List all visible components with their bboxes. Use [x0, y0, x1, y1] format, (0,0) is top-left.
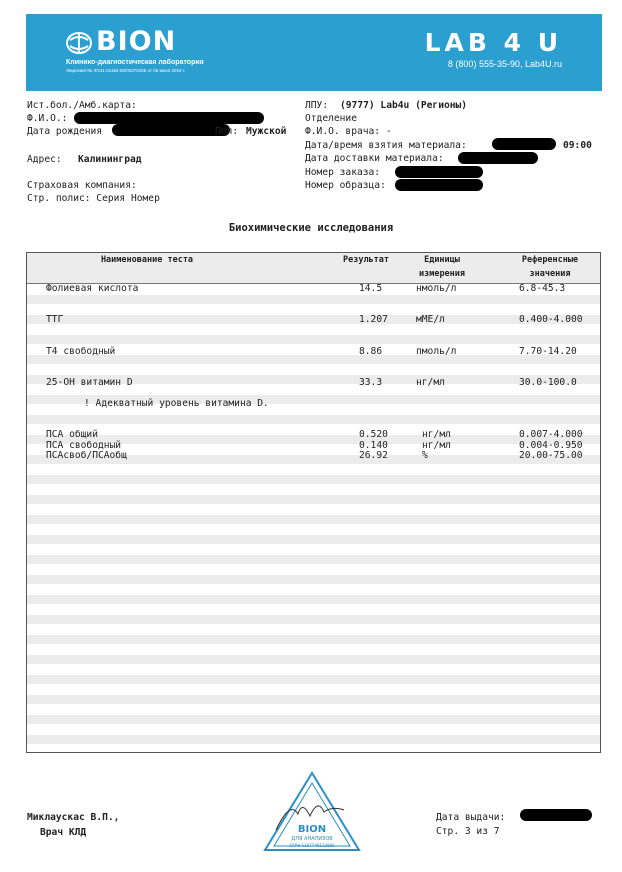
sex-label: Пол: — [215, 126, 239, 137]
license-text: Лицензия № ЛО41-01162-50/00370168 от 06 июня 2019 г. — [66, 68, 186, 73]
test-name: ПСАсвоб/ПСАобщ — [46, 450, 127, 461]
test-ref: 30.0-100.0 — [519, 377, 577, 388]
card-label: Ист.бол./Амб.карта: — [27, 100, 137, 111]
brand-name: BION — [96, 26, 177, 57]
sample-number-label: Номер образца: — [305, 180, 386, 191]
address-value: Калининград — [78, 154, 142, 165]
test-unit: нмоль/л — [416, 283, 457, 294]
test-name: 25-OH витамин D — [46, 377, 133, 388]
insurance-label: Страховая компания: — [27, 180, 137, 191]
redacted-issue-date — [520, 809, 592, 821]
lab-contact: 8 (800) 555-35-90, Lab4U.ru — [447, 59, 562, 69]
redacted-sample-number — [395, 179, 483, 191]
issue-date-label: Дата выдачи: — [436, 812, 506, 823]
test-name: Т4 свободный — [46, 346, 116, 357]
table-row — [27, 450, 600, 461]
lab-stamp — [262, 770, 362, 854]
stamp-ogrn: ОГРН 1107746112880 — [289, 843, 335, 848]
delivery-label: Дата доставки материала: — [305, 153, 444, 164]
redacted-order-number — [395, 166, 483, 178]
test-result: 1.207 — [359, 314, 388, 325]
test-ref: 20.00-75.00 — [519, 450, 583, 461]
doctor-label: Ф.И.О. врача: - — [305, 126, 392, 137]
doctor-name: Миклаускас В.П., — [27, 812, 120, 823]
test-result: 0.520 — [359, 429, 388, 440]
test-unit: нг/мл — [416, 377, 445, 388]
col-header-units-1: Единицы — [424, 255, 460, 265]
test-unit: мМЕ/л — [416, 314, 445, 325]
test-result: 33.3 — [359, 377, 383, 388]
test-unit: пмоль/л — [416, 346, 457, 357]
stamp-brand: BION — [297, 824, 327, 835]
table-row — [27, 283, 600, 294]
vitamin-d-note: ! Адекватный уровень витамина D. — [84, 398, 269, 409]
bion-logo-icon — [66, 32, 92, 54]
col-header-ref-2: значения — [529, 269, 571, 279]
test-name: Фолиевая кислота — [46, 283, 139, 294]
test-name: ТТГ — [46, 314, 64, 325]
brand-subtitle: Клинико-диагностическая лаборатория — [66, 59, 204, 66]
test-unit: % — [422, 450, 428, 461]
stamp-text: ДЛЯ АНАЛИЗОВ — [291, 836, 333, 842]
lpu-label: ЛПУ: — [305, 100, 329, 111]
redacted-collect-date — [492, 138, 556, 150]
test-ref: 0.004-0.950 — [519, 440, 583, 451]
section-title: Биохимические исследования — [228, 222, 394, 234]
col-header-units-2: измерения — [418, 269, 466, 279]
test-result: 8.86 — [359, 346, 383, 357]
table-note-row — [27, 398, 600, 409]
test-result: 26.92 — [359, 450, 388, 461]
policy-label: Стр. полис: Серия Номер — [27, 193, 160, 204]
table-header — [27, 253, 600, 284]
lab-header-banner — [26, 14, 602, 91]
table-row — [27, 314, 600, 325]
test-result: 0.140 — [359, 440, 388, 451]
page-number: Стр. 3 из 7 — [436, 826, 500, 837]
test-ref: 7.70-14.20 — [519, 346, 577, 357]
col-header-ref-1: Референсные — [521, 255, 579, 265]
test-ref: 0.007-4.000 — [519, 429, 583, 440]
fio-label: Ф.И.О.: — [27, 113, 68, 124]
redacted-delivery-date — [458, 152, 538, 164]
collect-time: 09:00 — [563, 140, 592, 151]
test-result: 14.5 — [359, 283, 383, 294]
lab-title: LAB 4 U — [424, 28, 562, 57]
col-header-result: Результат — [342, 255, 390, 265]
redacted-fio — [74, 112, 264, 124]
doctor-role: Врач КЛД — [40, 827, 87, 838]
table-row — [27, 346, 600, 357]
sex-value: Мужской — [246, 126, 287, 137]
test-unit: нг/мл — [422, 429, 451, 440]
test-name: ПСА свободный — [46, 440, 122, 451]
address-label: Адрес: — [27, 154, 62, 165]
table-row — [27, 429, 600, 440]
test-name: ПСА общий — [46, 429, 98, 440]
results-table — [26, 252, 601, 753]
lpu-value: (9777) Lab4u (Регионы) — [340, 100, 468, 111]
col-header-name: Наименование теста — [100, 255, 194, 265]
collect-label: Дата/время взятия материала: — [305, 140, 467, 151]
department-label: Отделение — [305, 113, 357, 124]
test-unit: нг/мл — [422, 440, 451, 451]
test-ref: 6.8-45.3 — [519, 283, 566, 294]
dob-label: Дата рождения — [27, 126, 103, 137]
redacted-dob — [112, 124, 230, 136]
test-ref: 0.400-4.000 — [519, 314, 583, 325]
table-row — [27, 377, 600, 388]
order-number-label: Номер заказа: — [305, 167, 381, 178]
